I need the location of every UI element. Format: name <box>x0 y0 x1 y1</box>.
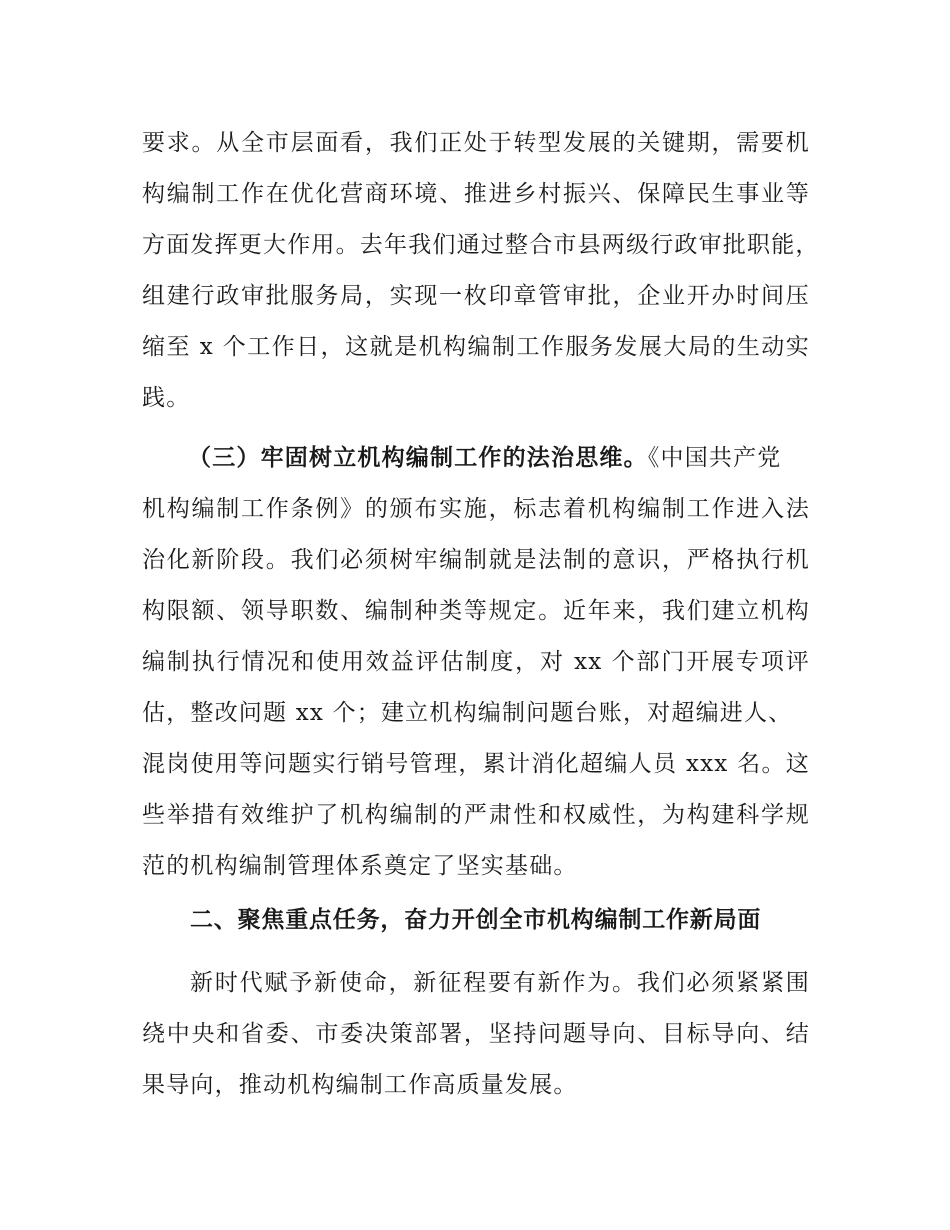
paragraph-line: 要求。从全市层面看，我们正处于转型发展的关键期，需要机 <box>142 130 810 156</box>
paragraph-line-rest: 《中国共产党 <box>647 445 782 471</box>
paragraph-line: 些举措有效维护了机构编制的严肃性和权威性，为构建科学规 <box>142 802 810 828</box>
paragraph-line: 果导向，推动机构编制工作高质量发展。 <box>142 1072 578 1098</box>
paragraph-first-line <box>142 433 810 484</box>
paragraph-line: 践。 <box>142 385 191 411</box>
paragraph-line: 构限额、领导职数、编制种类等规定。近年来，我们建立机构 <box>142 598 810 624</box>
paragraph-line: 范的机构编制管理体系奠定了坚实基础。 <box>142 853 578 879</box>
paragraph-new-mission <box>142 958 810 1111</box>
paragraph-line: 缩至 x 个工作日，这就是机构编制工作服务发展大局的生动实 <box>142 334 810 360</box>
paragraph-line: 混岗使用等问题实行销号管理，累计消化超编人员 xxx 名。这 <box>142 751 810 777</box>
paragraph-rule-of-law <box>142 433 810 892</box>
paragraph-line: 绕中央和省委、市委决策部署，坚持问题导向、目标导向、结 <box>142 1021 810 1047</box>
paragraph-service-development <box>142 118 820 424</box>
paragraph-line: 组建行政审批服务局，实现一枚印章管审批，企业开办时间压 <box>142 283 810 309</box>
paragraph-line: 机构编制工作条例》的颁布实施，标志着机构编制工作进入法 <box>142 496 810 522</box>
subsection-title: （三）牢固树立机构编制工作的法治思维。 <box>188 445 648 471</box>
paragraph-line: 估，整改问题 xx 个；建立机构编制问题台账，对超编进人、 <box>142 700 793 726</box>
paragraph-line: 编制执行情况和使用效益评估制度，对 xx 个部门开展专项评 <box>142 649 810 675</box>
paragraph-line: 治化新阶段。我们必须树牢编制就是法制的意识，严格执行机 <box>142 547 810 573</box>
paragraph-line: 构编制工作在优化营商环境、推进乡村振兴、保障民生事业等 <box>142 181 810 207</box>
section-heading: 二、聚焦重点任务，奋力开创全市机构编制工作新局面 <box>190 907 762 933</box>
paragraph-line: 方面发挥更大作用。去年我们通过整合市县两级行政审批职能， <box>142 232 820 258</box>
paragraph-line: 新时代赋予新使命，新征程要有新作为。我们必须紧紧围 <box>190 970 810 996</box>
